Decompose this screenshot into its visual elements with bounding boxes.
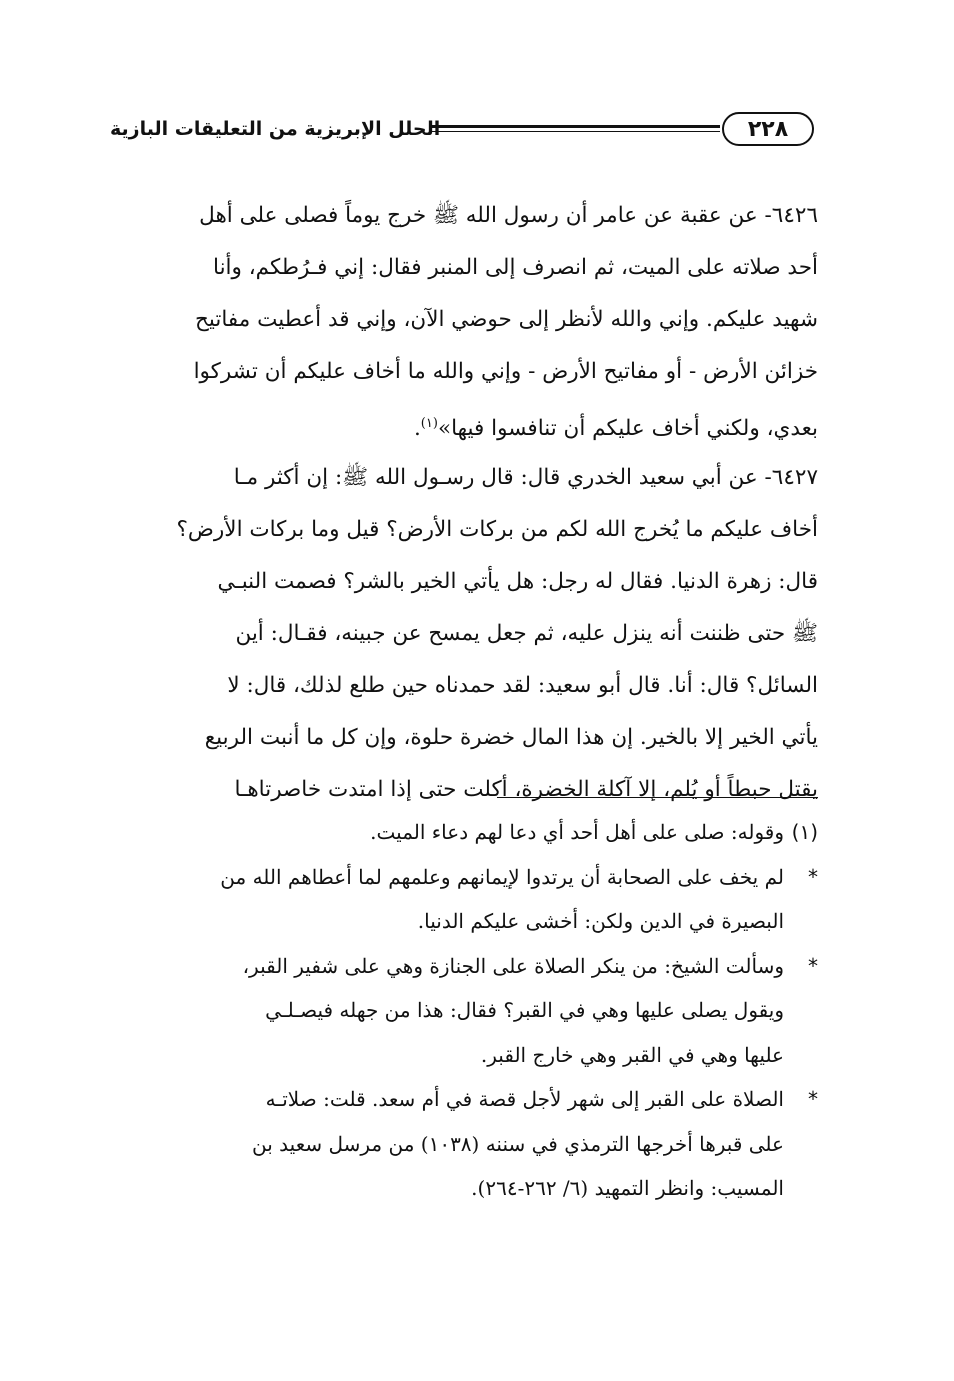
asterisk-marker: * [808, 1087, 818, 1111]
hadith-6426 [106, 190, 818, 455]
text-line: خزائن الأرض - أو مفاتيح الأرض - وإني والله ما أخاف عليكم أن تشركوا [193, 359, 818, 384]
footnote-line: الصلاة على القبر إلى شهر لأجل قصة في أم سعد. قلت: صلاتـه [265, 1087, 784, 1111]
footnote-line: البصيرة في الدين ولكن: أخشى عليكم الدنيا. [417, 909, 784, 933]
footnotes [106, 810, 818, 1211]
footnote-line: وسألت الشيخ: من ينكر الصلاة على الجنازة وهي على شفير القبر، [242, 953, 784, 978]
text-line: السائل؟ قال: أنا. قال أبو سعيد: لقد حمدناه حين طلع لذلك، قال: لا [227, 673, 818, 698]
text-line: ٦٤٢٧- عن أبي سعيد الخدري قال: قال رسـول الله ﷺ: إن أكثر مـا [233, 465, 818, 490]
text-line: قال: زهرة الدنيا. فقال له رجل: هل يأتي الخير بالشر؟ فصمت النبـي [217, 569, 818, 594]
footnote-reference[interactable]: (١) [420, 416, 438, 431]
footnote-separator [497, 797, 818, 798]
text-line: ﷺ حتى ظننت أنه ينزل عليه، ثم جعل يمسح عن جبينه، فقـال: أين [235, 621, 818, 646]
header-rule [430, 125, 720, 132]
text-line: ٦٤٢٦- عن عقبة عن عامر أن رسول الله ﷺ خرج يوماً فصلى على أهل [199, 203, 818, 228]
footnote-line: وقوله: صلى على أهل أحد أي دعا لهم دعاء الميت. [370, 820, 784, 844]
footnote-line: لم يخف على الصحابة أن يرتدوا لإيمانهم وعلمهم لما أعطاهم الله من [220, 864, 784, 889]
hadith-6427 [106, 452, 818, 816]
sentence-end: . [413, 416, 421, 442]
text-line [106, 398, 818, 455]
page-header [100, 108, 825, 160]
asterisk-marker: * [808, 864, 818, 889]
page-number: ٢٢٨ [722, 112, 814, 146]
text-line: أخاف عليكم ما يُخرج الله لكم من بركات الأرض؟ قيل وما بركات الأرض؟ [176, 517, 818, 542]
note-4 [106, 1077, 818, 1211]
asterisk-marker: * [808, 953, 818, 978]
footnote-line: على قبرها أخرجها الترمذي في سننه (١٠٣٨) من مرسل سعيد بن [252, 1131, 784, 1156]
footnote-line: ويقول يصلى عليها وهي في القبر؟ فقال: هذا من جهله فيصـلـي [265, 998, 784, 1022]
text-line-content: بعدي، ولكني أخاف عليكم أن تنافسوا فيها» [437, 416, 818, 442]
footnote-1 [106, 810, 818, 855]
footnote-line: المسيب: وانظر التمهيد (٦/ ٢٦٢-٢٦٤). [471, 1176, 784, 1200]
text-line: يقتل حبطاً أو يُلم، إلا آكلة الخضرة، أكلت حتى إذا امتدت خاصرتاهـا [234, 777, 818, 802]
text-line: شهيد عليكم. وإني والله لأنظر إلى حوضي الآن، وإني قد أعطيت مفاتيح [194, 307, 818, 332]
book-title: الحلل الإبريزية من التعليقات البازية [110, 118, 441, 140]
text-line: أحد صلاته على الميت، ثم انصرف إلى المنبر فقال: إني فـرُطكم، وأنا [213, 255, 818, 280]
footnote-marker: (١) [791, 820, 818, 844]
note-2 [106, 855, 818, 944]
text-line: يأتي الخير إلا بالخير. إن هذا المال خضرة حلوة، وإن كل ما أنبت الربيع [204, 725, 818, 750]
note-3 [106, 944, 818, 1078]
footnote-line: عليها وهي في القبر وهي خارج القبر. [480, 1042, 784, 1067]
